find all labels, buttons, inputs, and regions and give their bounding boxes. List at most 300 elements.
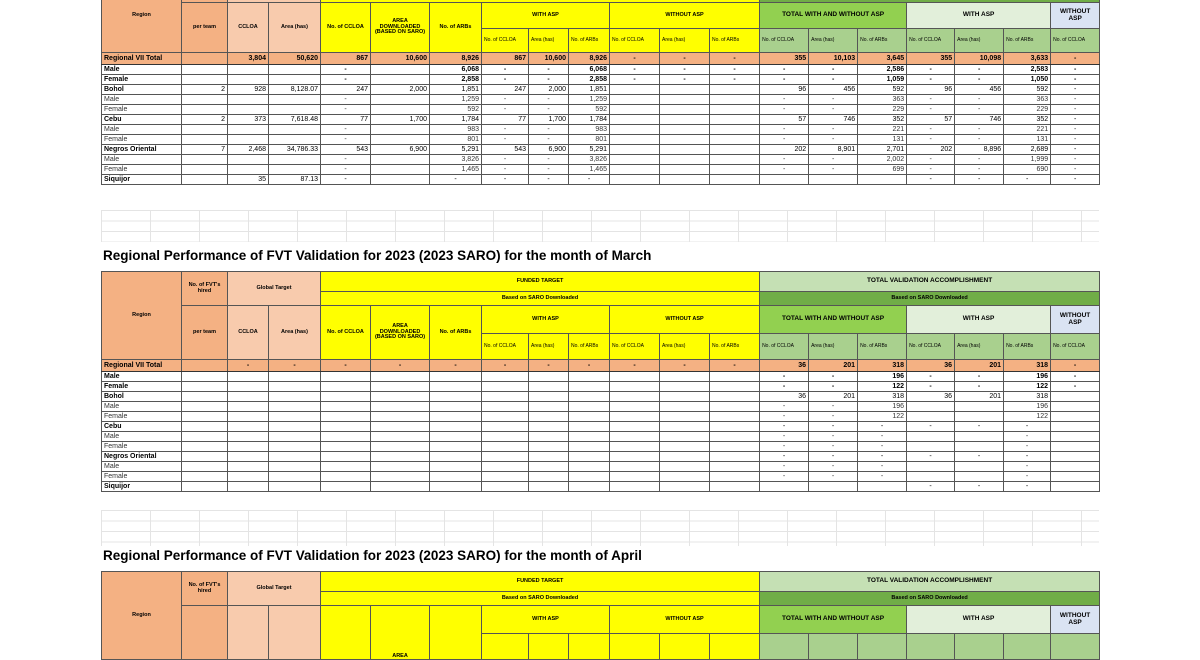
subheader-arbs: No. of ARBs — [569, 334, 610, 360]
table-cell: - — [760, 75, 809, 85]
row-label: Male — [102, 65, 182, 75]
header-based-on-saro: Based on SARO Downloaded — [321, 292, 760, 306]
table-cell: - — [760, 165, 809, 175]
table-cell: 2,468 — [228, 145, 269, 155]
table-cell — [182, 462, 228, 472]
table-cell: - — [1004, 442, 1051, 452]
table-cell: - — [955, 105, 1004, 115]
row-label: Male — [102, 125, 182, 135]
table-cell: 363 — [1004, 95, 1051, 105]
table-row — [102, 105, 1100, 115]
table-cell — [371, 462, 430, 472]
table-cell — [660, 442, 710, 452]
table-row — [102, 145, 1100, 155]
table-cell: 592 — [1004, 85, 1051, 95]
table-cell: - — [610, 360, 660, 372]
table-cell: - — [482, 165, 529, 175]
table-cell — [529, 402, 569, 412]
table-cell — [660, 85, 710, 95]
table-row — [102, 462, 1100, 472]
table-cell — [482, 392, 529, 402]
table-cell — [371, 452, 430, 462]
table-cell — [182, 165, 228, 175]
table-cell: - — [955, 422, 1004, 432]
table-cell — [228, 402, 269, 412]
header-no-ccloa-cut — [321, 606, 371, 660]
table-cell — [955, 412, 1004, 422]
table-cell — [371, 432, 430, 442]
table-cell — [660, 125, 710, 135]
row-label: Negros Oriental — [102, 452, 182, 462]
table-cell — [710, 412, 760, 422]
row-label: Cebu — [102, 115, 182, 125]
header-area-downloaded-cut: AREA — [371, 606, 430, 660]
table-cell: 36 — [907, 392, 955, 402]
table-cell — [529, 442, 569, 452]
table-report-1 — [101, 0, 1100, 185]
table-cell — [529, 392, 569, 402]
table-cell: - — [321, 125, 371, 135]
table-cell: - — [321, 105, 371, 115]
table-cell — [710, 402, 760, 412]
table-cell — [660, 402, 710, 412]
table-cell — [182, 372, 228, 382]
table-cell: 1,059 — [858, 75, 907, 85]
table-cell: 1,851 — [430, 85, 482, 95]
table-cell — [321, 372, 371, 382]
row-label: Bohol — [102, 392, 182, 402]
table-cell — [371, 392, 430, 402]
header-without-asp-validation: WITHOUT ASP — [1051, 306, 1100, 334]
table-cell — [269, 135, 321, 145]
subheader-area: Area (has) — [955, 334, 1004, 360]
table-row — [102, 175, 1100, 185]
table-cell: - — [760, 442, 809, 452]
table-cell: - — [569, 360, 610, 372]
table-cell: - — [482, 155, 529, 165]
table-row — [102, 65, 1100, 75]
table-cell — [228, 65, 269, 75]
table-cell — [182, 442, 228, 452]
table-cell: - — [529, 165, 569, 175]
table-row — [102, 155, 1100, 165]
table-cell: - — [710, 53, 760, 65]
table-cell: 87.13 — [269, 175, 321, 185]
table-cell: 592 — [858, 85, 907, 95]
header-without-asp: WITHOUT ASP — [610, 606, 760, 634]
row-label: Siquijor — [102, 175, 182, 185]
table-cell — [269, 95, 321, 105]
subheader-arbs: No. of ARBs — [1004, 334, 1051, 360]
table-cell — [228, 105, 269, 115]
table-cell: - — [1051, 165, 1100, 175]
table-cell — [610, 452, 660, 462]
table-cell: - — [809, 135, 858, 145]
table-cell: - — [610, 75, 660, 85]
table-cell — [610, 412, 660, 422]
table-cell — [660, 452, 710, 462]
table-cell: 928 — [228, 85, 269, 95]
table-cell — [660, 145, 710, 155]
table-cell: 699 — [858, 165, 907, 175]
header-area-downloaded: AREA DOWNLOADED (BASED ON SARO) — [371, 306, 430, 360]
subheader-area: Area (has) — [529, 334, 569, 360]
row-label: Female — [102, 165, 182, 175]
table-cell: 196 — [1004, 372, 1051, 382]
subheader-no-ccloa: No. of CCLOA — [482, 29, 529, 53]
table-cell — [1051, 472, 1100, 482]
header-no-ccloa: No. of CCLOA — [321, 3, 371, 53]
table-cell: 355 — [760, 53, 809, 65]
header-total-validation: TOTAL VALIDATION ACCOMPLISHMENT — [760, 272, 1100, 292]
table-cell: - — [1051, 135, 1100, 145]
table-row — [102, 442, 1100, 452]
table-cell: - — [907, 452, 955, 462]
subheader-area: Area (has) — [529, 29, 569, 53]
table-cell: - — [610, 53, 660, 65]
subheader-arbs: No. of ARBs — [858, 334, 907, 360]
table-cell: 2,002 — [858, 155, 907, 165]
table-cell: 57 — [907, 115, 955, 125]
header-based-on-saro-green: Based on SARO Downloaded — [760, 292, 1100, 306]
table-cell — [610, 482, 660, 492]
table-cell: - — [1051, 145, 1100, 155]
header-with-asp-validation: WITH ASP — [907, 3, 1051, 29]
table-cell — [710, 372, 760, 382]
table-cell — [430, 462, 482, 472]
table-cell — [710, 165, 760, 175]
table-cell: - — [1051, 105, 1100, 115]
table-cell — [569, 392, 610, 402]
table-cell: - — [1051, 382, 1100, 392]
table-cell — [228, 135, 269, 145]
subheader-arbs: No. of ARBs — [710, 29, 760, 53]
table-row — [102, 482, 1100, 492]
table-cell: 867 — [321, 53, 371, 65]
table-cell: - — [710, 65, 760, 75]
table-cell: 2,583 — [1004, 65, 1051, 75]
table-cell: - — [321, 360, 371, 372]
table-cell — [610, 402, 660, 412]
header-no-arbs: No. of ARBs — [430, 3, 482, 53]
table-cell — [371, 472, 430, 482]
table-cell: 1,784 — [430, 115, 482, 125]
table-cell — [430, 382, 482, 392]
table-cell — [529, 382, 569, 392]
table-cell — [1051, 392, 1100, 402]
table-cell: 2 — [182, 115, 228, 125]
table-cell — [610, 462, 660, 472]
table-cell: 221 — [858, 125, 907, 135]
table-cell — [430, 422, 482, 432]
table-cell: - — [809, 95, 858, 105]
empty-grid-area — [101, 510, 1099, 546]
subheader-no-ccloa: No. of CCLOA — [610, 29, 660, 53]
table-cell: - — [955, 452, 1004, 462]
table-cell: 36 — [760, 360, 809, 372]
table-cell — [858, 482, 907, 492]
table-cell — [371, 442, 430, 452]
table-cell: - — [858, 442, 907, 452]
row-label: Male — [102, 462, 182, 472]
table-cell: - — [858, 432, 907, 442]
table-cell: - — [760, 432, 809, 442]
table-cell — [430, 482, 482, 492]
table-row — [102, 75, 1100, 85]
table-cell — [269, 472, 321, 482]
header-without-asp: WITHOUT ASP — [610, 3, 760, 29]
table-cell — [610, 145, 660, 155]
table-cell: - — [955, 75, 1004, 85]
table-cell — [569, 402, 610, 412]
table-cell: 2 — [182, 85, 228, 95]
header-based-on-saro: Based on SARO Downloaded — [321, 592, 760, 606]
table-cell: 229 — [1004, 105, 1051, 115]
table-cell — [182, 95, 228, 105]
row-label: Bohol — [102, 85, 182, 95]
table-cell: - — [809, 372, 858, 382]
table-cell: 247 — [321, 85, 371, 95]
table-cell — [482, 442, 529, 452]
table-cell: - — [760, 65, 809, 75]
table-cell: 7,618.48 — [269, 115, 321, 125]
table-cell — [269, 432, 321, 442]
table-report-april — [101, 571, 1100, 660]
table-cell — [610, 95, 660, 105]
table-cell — [182, 432, 228, 442]
row-label: Female — [102, 135, 182, 145]
table-cell — [228, 462, 269, 472]
table-cell: - — [321, 95, 371, 105]
table-cell — [569, 462, 610, 472]
table-cell: 221 — [1004, 125, 1051, 135]
header-fvt-hired: No. of FVT's hired — [182, 572, 228, 606]
table-cell: 867 — [482, 53, 529, 65]
header-based-on-saro-green: Based on SARO Downloaded — [760, 592, 1100, 606]
table-cell: - — [660, 65, 710, 75]
table-cell — [371, 135, 430, 145]
table-row — [102, 115, 1100, 125]
table-cell: - — [955, 155, 1004, 165]
table-cell: 543 — [321, 145, 371, 155]
subheader-arbs: No. of ARBs — [1004, 29, 1051, 53]
header-total-with-without: TOTAL WITH AND WITHOUT ASP — [760, 306, 907, 334]
row-label: Female — [102, 412, 182, 422]
table-cell — [569, 372, 610, 382]
table-cell — [1051, 412, 1100, 422]
table-cell: 3,633 — [1004, 53, 1051, 65]
table-cell — [321, 422, 371, 432]
table-cell — [371, 75, 430, 85]
table-cell — [660, 422, 710, 432]
table-cell: - — [760, 155, 809, 165]
table-cell: 2,689 — [1004, 145, 1051, 155]
table-cell — [321, 452, 371, 462]
table-cell — [660, 382, 710, 392]
table-cell: - — [1051, 155, 1100, 165]
subheader-area: Area (has) — [955, 29, 1004, 53]
table-cell — [228, 125, 269, 135]
row-label: Male — [102, 155, 182, 165]
table-cell: - — [809, 382, 858, 392]
table-cell: - — [907, 382, 955, 392]
table-cell: - — [809, 125, 858, 135]
table-cell: - — [955, 382, 1004, 392]
table-row — [102, 372, 1100, 382]
table-cell: - — [760, 422, 809, 432]
subheader-no-ccloa: No. of CCLOA — [610, 334, 660, 360]
table-row — [102, 53, 1100, 65]
table-cell: - — [529, 135, 569, 145]
table-cell: - — [907, 65, 955, 75]
table-cell — [710, 462, 760, 472]
table-cell — [1051, 422, 1100, 432]
table-cell — [182, 482, 228, 492]
header-fvt-hired: No. of FVT's hired — [182, 272, 228, 306]
table-cell: - — [809, 462, 858, 472]
table-cell: - — [760, 135, 809, 145]
table-cell — [660, 412, 710, 422]
row-label: Cebu — [102, 422, 182, 432]
subheader-area: Area (has) — [809, 29, 858, 53]
table-cell: 122 — [1004, 382, 1051, 392]
subheader-no-ccloa: No. of CCLOA — [907, 29, 955, 53]
table-cell: 1,851 — [569, 85, 610, 95]
table-cell: 373 — [228, 115, 269, 125]
table-cell — [529, 422, 569, 432]
header-per-team: per team — [182, 306, 228, 360]
table-cell: - — [809, 105, 858, 115]
table-cell — [430, 432, 482, 442]
table-cell: - — [760, 472, 809, 482]
table-cell: 96 — [760, 85, 809, 95]
header-funded-target: FUNDED TARGET — [321, 272, 760, 292]
table-cell — [321, 432, 371, 442]
table-cell: 122 — [858, 412, 907, 422]
table-cell — [710, 482, 760, 492]
table-cell: - — [660, 360, 710, 372]
table-cell — [482, 482, 529, 492]
table-cell: 196 — [1004, 402, 1051, 412]
row-label: Female — [102, 442, 182, 452]
table-cell: - — [858, 422, 907, 432]
table-cell: 247 — [482, 85, 529, 95]
table-cell: - — [1051, 115, 1100, 125]
table-cell: - — [1051, 85, 1100, 95]
table-cell — [529, 432, 569, 442]
table-cell: 6,900 — [529, 145, 569, 155]
table-cell: - — [482, 75, 529, 85]
subheader-no-ccloa: No. of CCLOA — [1051, 29, 1100, 53]
table-cell — [269, 442, 321, 452]
subheader-arbs: No. of ARBs — [710, 334, 760, 360]
table-cell: 352 — [1004, 115, 1051, 125]
table-cell — [182, 105, 228, 115]
table-cell — [529, 452, 569, 462]
table-cell: 1,050 — [1004, 75, 1051, 85]
table-cell: - — [809, 65, 858, 75]
table-cell — [660, 165, 710, 175]
table-cell — [482, 452, 529, 462]
table-cell: - — [809, 75, 858, 85]
table-cell — [371, 155, 430, 165]
header-region: Region — [102, 272, 182, 360]
table-cell — [660, 372, 710, 382]
table-cell: - — [907, 125, 955, 135]
table-cell — [228, 165, 269, 175]
table-cell: - — [760, 125, 809, 135]
table-cell: 201 — [809, 392, 858, 402]
table-cell — [321, 482, 371, 492]
table-cell — [760, 175, 809, 185]
report-title-april: Regional Performance of FVT Validation for 2023 (2023 SARO) for the month of April — [103, 548, 642, 563]
table-cell: - — [858, 472, 907, 482]
table-cell — [228, 432, 269, 442]
table-cell: 196 — [858, 372, 907, 382]
table-cell: 3,645 — [858, 53, 907, 65]
table-cell — [482, 422, 529, 432]
table-cell — [430, 472, 482, 482]
table-cell: - — [529, 155, 569, 165]
row-label: Regional VII Total — [102, 53, 182, 65]
table-cell — [569, 482, 610, 492]
table-cell — [182, 125, 228, 135]
table-cell: - — [1051, 360, 1100, 372]
table-cell — [710, 115, 760, 125]
table-cell — [482, 372, 529, 382]
table-cell — [710, 452, 760, 462]
table-cell: - — [321, 165, 371, 175]
table-cell — [907, 472, 955, 482]
table-cell — [182, 53, 228, 65]
table-cell: 456 — [955, 85, 1004, 95]
table-cell: - — [809, 402, 858, 412]
table-cell: - — [482, 135, 529, 145]
table-cell — [269, 372, 321, 382]
table-cell: 801 — [569, 135, 610, 145]
table-cell: - — [321, 175, 371, 185]
table-cell: 201 — [955, 360, 1004, 372]
table-cell — [710, 432, 760, 442]
table-cell — [569, 422, 610, 432]
row-label: Male — [102, 372, 182, 382]
table-cell: - — [907, 95, 955, 105]
header-with-asp: WITH ASP — [482, 306, 610, 334]
table-cell — [482, 432, 529, 442]
table-cell — [182, 452, 228, 462]
table-cell: - — [907, 105, 955, 115]
table-cell: 77 — [482, 115, 529, 125]
table-cell: 229 — [858, 105, 907, 115]
table-cell — [610, 472, 660, 482]
header-ccloa: CCLOA — [228, 3, 269, 53]
table-cell — [182, 382, 228, 392]
table-cell — [955, 442, 1004, 452]
table-cell: - — [371, 360, 430, 372]
table-cell: 1,465 — [430, 165, 482, 175]
table-cell: - — [660, 75, 710, 85]
table-cell — [660, 462, 710, 472]
table-cell: - — [710, 75, 760, 85]
table-cell — [182, 422, 228, 432]
row-label: Negros Oriental — [102, 145, 182, 155]
table-cell — [482, 382, 529, 392]
table-cell: - — [482, 125, 529, 135]
table-cell — [182, 155, 228, 165]
table-cell — [569, 432, 610, 442]
table-cell — [321, 392, 371, 402]
table-cell — [610, 85, 660, 95]
